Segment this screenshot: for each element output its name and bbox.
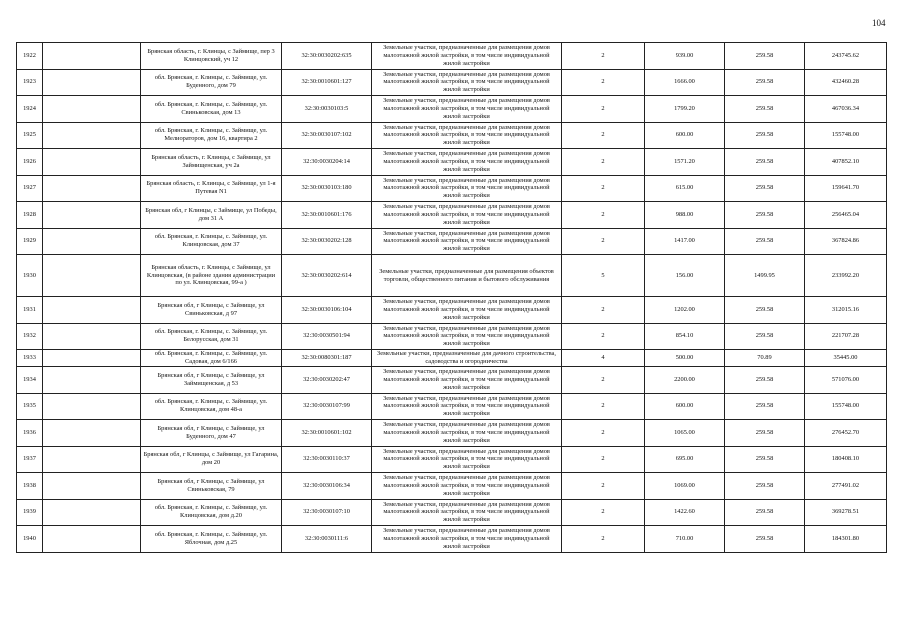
specific-value-cell: 259.58 (725, 149, 805, 176)
area-cell: 600.00 (645, 393, 725, 420)
land-use-cell: Земельные участки, предназначенные для размещения домов малоэтажной жилой застройки, в том числе индивидуальной жилой застройки (372, 446, 562, 473)
group-number-cell: 2 (562, 122, 645, 149)
spacer-cell (43, 446, 141, 473)
group-number-cell: 2 (562, 228, 645, 255)
row-number-cell: 1939 (17, 499, 43, 526)
cadastral-number-cell: 32:30:0030107:102 (282, 122, 372, 149)
spacer-cell (43, 297, 141, 324)
specific-value-cell: 259.58 (725, 175, 805, 202)
specific-value-cell: 259.58 (725, 228, 805, 255)
specific-value-cell: 259.58 (725, 446, 805, 473)
cadastral-value-cell: 180408.10 (805, 446, 887, 473)
table-row (17, 499, 887, 526)
specific-value-cell: 259.58 (725, 367, 805, 394)
table-row (17, 446, 887, 473)
cadastral-value-cell: 256465.04 (805, 202, 887, 229)
area-cell: 854.10 (645, 323, 725, 350)
specific-value-cell: 259.58 (725, 69, 805, 96)
cadastral-number-cell: 32:30:0030106:34 (282, 473, 372, 500)
land-use-cell: Земельные участки, предназначенные для размещения домов малоэтажной жилой застройки, в том числе индивидуальной жилой застройки (372, 473, 562, 500)
row-number-cell: 1928 (17, 202, 43, 229)
cadastral-number-cell: 32:30:0030111:6 (282, 526, 372, 553)
cadastral-value-table (16, 42, 887, 553)
table-row (17, 96, 887, 123)
specific-value-cell: 259.58 (725, 420, 805, 447)
address-cell: Брянская обл, г Клинцы, с Займище, ул Буденного, дом 47 (141, 420, 282, 447)
table-row (17, 202, 887, 229)
spacer-cell (43, 228, 141, 255)
row-number-cell: 1923 (17, 69, 43, 96)
group-number-cell: 5 (562, 255, 645, 297)
spacer-cell (43, 367, 141, 394)
group-number-cell: 2 (562, 499, 645, 526)
area-cell: 939.00 (645, 43, 725, 70)
area-cell: 1422.60 (645, 499, 725, 526)
address-cell: Брянская обл, г Клинцы, с Займище, ул Займищенская, д 53 (141, 367, 282, 394)
cadastral-value-cell: 276452.70 (805, 420, 887, 447)
address-cell: обл. Брянская, г. Клинцы, с. Займище, ул. Белорусская, дом 31 (141, 323, 282, 350)
address-cell: Брянская обл, г Клинцы, с Займище, ул Гагарина, дом 20 (141, 446, 282, 473)
area-cell: 1417.00 (645, 228, 725, 255)
cadastral-number-cell: 32:30:0010601:127 (282, 69, 372, 96)
area-cell: 1571.20 (645, 149, 725, 176)
cadastral-value-cell: 369278.51 (805, 499, 887, 526)
group-number-cell: 2 (562, 367, 645, 394)
land-use-cell: Земельные участки, предназначенные для размещения домов малоэтажной жилой застройки, в том числе индивидуальной жилой застройки (372, 149, 562, 176)
group-number-cell: 2 (562, 323, 645, 350)
address-cell: обл. Брянская, г. Клинцы, с. Займище, ул. Клинцовская, дом 48-а (141, 393, 282, 420)
specific-value-cell: 259.58 (725, 122, 805, 149)
land-use-cell: Земельные участки, предназначенные для размещения домов малоэтажной жилой застройки, в том числе индивидуальной жилой застройки (372, 297, 562, 324)
page-number: 104 (872, 18, 886, 28)
land-use-cell: Земельные участки, предназначенные для размещения домов малоэтажной жилой застройки, в том числе индивидуальной жилой застройки (372, 202, 562, 229)
land-use-cell: Земельные участки, предназначенные для дачного строительства, садоводства и огородничества (372, 350, 562, 367)
group-number-cell: 2 (562, 420, 645, 447)
spacer-cell (43, 202, 141, 229)
spacer-cell (43, 393, 141, 420)
land-use-cell: Земельные участки, предназначенные для размещения домов малоэтажной жилой застройки, в том числе индивидуальной жилой застройки (372, 175, 562, 202)
row-number-cell: 1932 (17, 323, 43, 350)
row-number-cell: 1922 (17, 43, 43, 70)
spacer-cell (43, 323, 141, 350)
row-number-cell: 1926 (17, 149, 43, 176)
cadastral-number-cell: 32:30:0080301:187 (282, 350, 372, 367)
group-number-cell: 2 (562, 446, 645, 473)
cadastral-number-cell: 32:30:0030202:635 (282, 43, 372, 70)
specific-value-cell: 259.58 (725, 96, 805, 123)
spacer-cell (43, 122, 141, 149)
table-row (17, 350, 887, 367)
cadastral-number-cell: 32:30:0030107:99 (282, 393, 372, 420)
spacer-cell (43, 350, 141, 367)
spacer-cell (43, 420, 141, 447)
cadastral-value-cell: 35445.00 (805, 350, 887, 367)
land-use-cell: Земельные участки, предназначенные для размещения домов малоэтажной жилой застройки, в том числе индивидуальной жилой застройки (372, 420, 562, 447)
address-cell: Брянская обл, г Клинцы, с Займище, ул Свиньковская, 79 (141, 473, 282, 500)
group-number-cell: 2 (562, 96, 645, 123)
cadastral-value-cell: 221707.28 (805, 323, 887, 350)
cadastral-number-cell: 32:30:0030202:128 (282, 228, 372, 255)
row-number-cell: 1933 (17, 350, 43, 367)
table-row (17, 175, 887, 202)
area-cell: 1065.00 (645, 420, 725, 447)
group-number-cell: 2 (562, 69, 645, 96)
row-number-cell: 1924 (17, 96, 43, 123)
specific-value-cell: 259.58 (725, 499, 805, 526)
land-use-cell: Земельные участки, предназначенные для размещения домов малоэтажной жилой застройки, в том числе индивидуальной жилой застройки (372, 122, 562, 149)
cadastral-number-cell: 32:30:0030204:14 (282, 149, 372, 176)
table-row (17, 473, 887, 500)
cadastral-number-cell: 32:30:0030103:180 (282, 175, 372, 202)
area-cell: 1666.00 (645, 69, 725, 96)
area-cell: 988.00 (645, 202, 725, 229)
address-cell: Брянская область, г. Клинцы, с Займище, ул Займищенская, уч 2а (141, 149, 282, 176)
address-cell: обл. Брянская, г. Клинцы, с. Займище, ул. Яблочная, дом д.25 (141, 526, 282, 553)
cadastral-value-cell: 367824.86 (805, 228, 887, 255)
row-number-cell: 1938 (17, 473, 43, 500)
cadastral-value-cell: 312015.16 (805, 297, 887, 324)
cadastral-value-cell: 243745.62 (805, 43, 887, 70)
specific-value-cell: 259.58 (725, 323, 805, 350)
land-use-cell: Земельные участки, предназначенные для размещения домов малоэтажной жилой застройки, в том числе индивидуальной жилой застройки (372, 323, 562, 350)
spacer-cell (43, 499, 141, 526)
specific-value-cell: 259.58 (725, 202, 805, 229)
area-cell: 695.00 (645, 446, 725, 473)
address-cell: обл. Брянская, г. Клинцы, с. Займище, ул. Свиньковская, дом 13 (141, 96, 282, 123)
row-number-cell: 1929 (17, 228, 43, 255)
spacer-cell (43, 96, 141, 123)
row-number-cell: 1936 (17, 420, 43, 447)
specific-value-cell: 259.58 (725, 526, 805, 553)
group-number-cell: 2 (562, 393, 645, 420)
address-cell: обл. Брянская, г. Клинцы, с. Займище, ул. Клинцовская, дом д.20 (141, 499, 282, 526)
cadastral-number-cell: 32:30:0030110:37 (282, 446, 372, 473)
address-cell: обл. Брянская, г. Клинцы, с. Займище, ул. Мелиораторов, дом 16, квартира 2 (141, 122, 282, 149)
area-cell: 615.00 (645, 175, 725, 202)
address-cell: Брянская область, г. Клинцы, с Займище, ул 1-я Путевая N1 (141, 175, 282, 202)
area-cell: 1069.00 (645, 473, 725, 500)
row-number-cell: 1935 (17, 393, 43, 420)
address-cell: обл. Брянская, г. Клинцы, с. Займище, ул. Буденного, дом 79 (141, 69, 282, 96)
group-number-cell: 2 (562, 473, 645, 500)
specific-value-cell: 70.89 (725, 350, 805, 367)
table-row (17, 43, 887, 70)
table-body (17, 43, 887, 553)
row-number-cell: 1927 (17, 175, 43, 202)
spacer-cell (43, 255, 141, 297)
group-number-cell: 2 (562, 297, 645, 324)
group-number-cell: 2 (562, 526, 645, 553)
cadastral-number-cell: 32:30:0030106:104 (282, 297, 372, 324)
group-number-cell: 4 (562, 350, 645, 367)
row-number-cell: 1931 (17, 297, 43, 324)
spacer-cell (43, 175, 141, 202)
table-row (17, 122, 887, 149)
table-row (17, 526, 887, 553)
group-number-cell: 2 (562, 175, 645, 202)
cadastral-number-cell: 32:30:0030202:614 (282, 255, 372, 297)
area-cell: 1202.00 (645, 297, 725, 324)
land-use-cell: Земельные участки, предназначенные для размещения домов малоэтажной жилой застройки, в том числе индивидуальной жилой застройки (372, 43, 562, 70)
cadastral-number-cell: 32:30:0030103:5 (282, 96, 372, 123)
land-use-cell: Земельные участки, предназначенные для размещения домов малоэтажной жилой застройки, в том числе индивидуальной жилой застройки (372, 526, 562, 553)
land-use-cell: Земельные участки, предназначенные для размещения домов малоэтажной жилой застройки, в том числе индивидуальной жилой застройки (372, 393, 562, 420)
cadastral-value-cell: 233992.20 (805, 255, 887, 297)
spacer-cell (43, 43, 141, 70)
land-use-cell: Земельные участки, предназначенные для размещения домов малоэтажной жилой застройки, в том числе индивидуальной жилой застройки (372, 499, 562, 526)
cadastral-value-cell: 407852.10 (805, 149, 887, 176)
table-row (17, 149, 887, 176)
cadastral-value-cell: 571076.00 (805, 367, 887, 394)
group-number-cell: 2 (562, 43, 645, 70)
address-cell: обл. Брянская, г. Клинцы, с. Займище, ул. Садовая, дом 6/166 (141, 350, 282, 367)
specific-value-cell: 259.58 (725, 393, 805, 420)
spacer-cell (43, 473, 141, 500)
row-number-cell: 1934 (17, 367, 43, 394)
row-number-cell: 1925 (17, 122, 43, 149)
cadastral-value-cell: 159641.70 (805, 175, 887, 202)
area-cell: 2200.00 (645, 367, 725, 394)
land-use-cell: Земельные участки, предназначенные для размещения домов малоэтажной жилой застройки, в том числе индивидуальной жилой застройки (372, 96, 562, 123)
cadastral-value-cell: 184301.80 (805, 526, 887, 553)
cadastral-number-cell: 32:30:0030107:10 (282, 499, 372, 526)
cadastral-value-cell: 277491.02 (805, 473, 887, 500)
spacer-cell (43, 149, 141, 176)
row-number-cell: 1940 (17, 526, 43, 553)
land-use-cell: Земельные участки, предназначенные для размещения домов малоэтажной жилой застройки, в том числе индивидуальной жилой застройки (372, 69, 562, 96)
cadastral-value-cell: 432460.28 (805, 69, 887, 96)
land-use-cell: Земельные участки, предназначенные для размещения домов малоэтажной жилой застройки, в том числе индивидуальной жилой застройки (372, 228, 562, 255)
table-row (17, 420, 887, 447)
table-row (17, 228, 887, 255)
spacer-cell (43, 69, 141, 96)
specific-value-cell: 1499.95 (725, 255, 805, 297)
address-cell: обл. Брянская, г. Клинцы, с. Займище, ул. Клинцовская, дом 37 (141, 228, 282, 255)
cadastral-value-cell: 155748.00 (805, 122, 887, 149)
area-cell: 600.00 (645, 122, 725, 149)
area-cell: 1799.20 (645, 96, 725, 123)
cadastral-number-cell: 32:30:0030202:47 (282, 367, 372, 394)
row-number-cell: 1930 (17, 255, 43, 297)
row-number-cell: 1937 (17, 446, 43, 473)
specific-value-cell: 259.58 (725, 473, 805, 500)
table-row (17, 255, 887, 297)
table-row (17, 69, 887, 96)
spacer-cell (43, 526, 141, 553)
cadastral-number-cell: 32:30:0010601:102 (282, 420, 372, 447)
specific-value-cell: 259.58 (725, 43, 805, 70)
land-use-cell: Земельные участки, предназначенные для размещения объектов торговли, общественного питания и бытового обслуживания (372, 255, 562, 297)
area-cell: 500.00 (645, 350, 725, 367)
cadastral-number-cell: 32:30:0010601:176 (282, 202, 372, 229)
table-row (17, 367, 887, 394)
cadastral-value-cell: 467036.34 (805, 96, 887, 123)
table-row (17, 393, 887, 420)
address-cell: Брянская обл, г Клинцы, с Займище, ул Победы, дом 31 А (141, 202, 282, 229)
cadastral-number-cell: 32:30:0030501:94 (282, 323, 372, 350)
cadastral-value-cell: 155748.00 (805, 393, 887, 420)
group-number-cell: 2 (562, 202, 645, 229)
specific-value-cell: 259.58 (725, 297, 805, 324)
area-cell: 156.00 (645, 255, 725, 297)
address-cell: Брянская область, г. Клинцы, с Займище, ул Клинцовская, (в районе здания администрации по ул. Клинцовская, 99-а ) (141, 255, 282, 297)
table-row (17, 323, 887, 350)
group-number-cell: 2 (562, 149, 645, 176)
land-use-cell: Земельные участки, предназначенные для размещения домов малоэтажной жилой застройки, в том числе индивидуальной жилой застройки (372, 367, 562, 394)
address-cell: Брянская обл, г Клинцы, с Займище, ул Свиньковская, д 97 (141, 297, 282, 324)
area-cell: 710.00 (645, 526, 725, 553)
table-row (17, 297, 887, 324)
address-cell: Брянская область, г. Клинцы, с Займище, пер 3 Клинцовский, уч 12 (141, 43, 282, 70)
